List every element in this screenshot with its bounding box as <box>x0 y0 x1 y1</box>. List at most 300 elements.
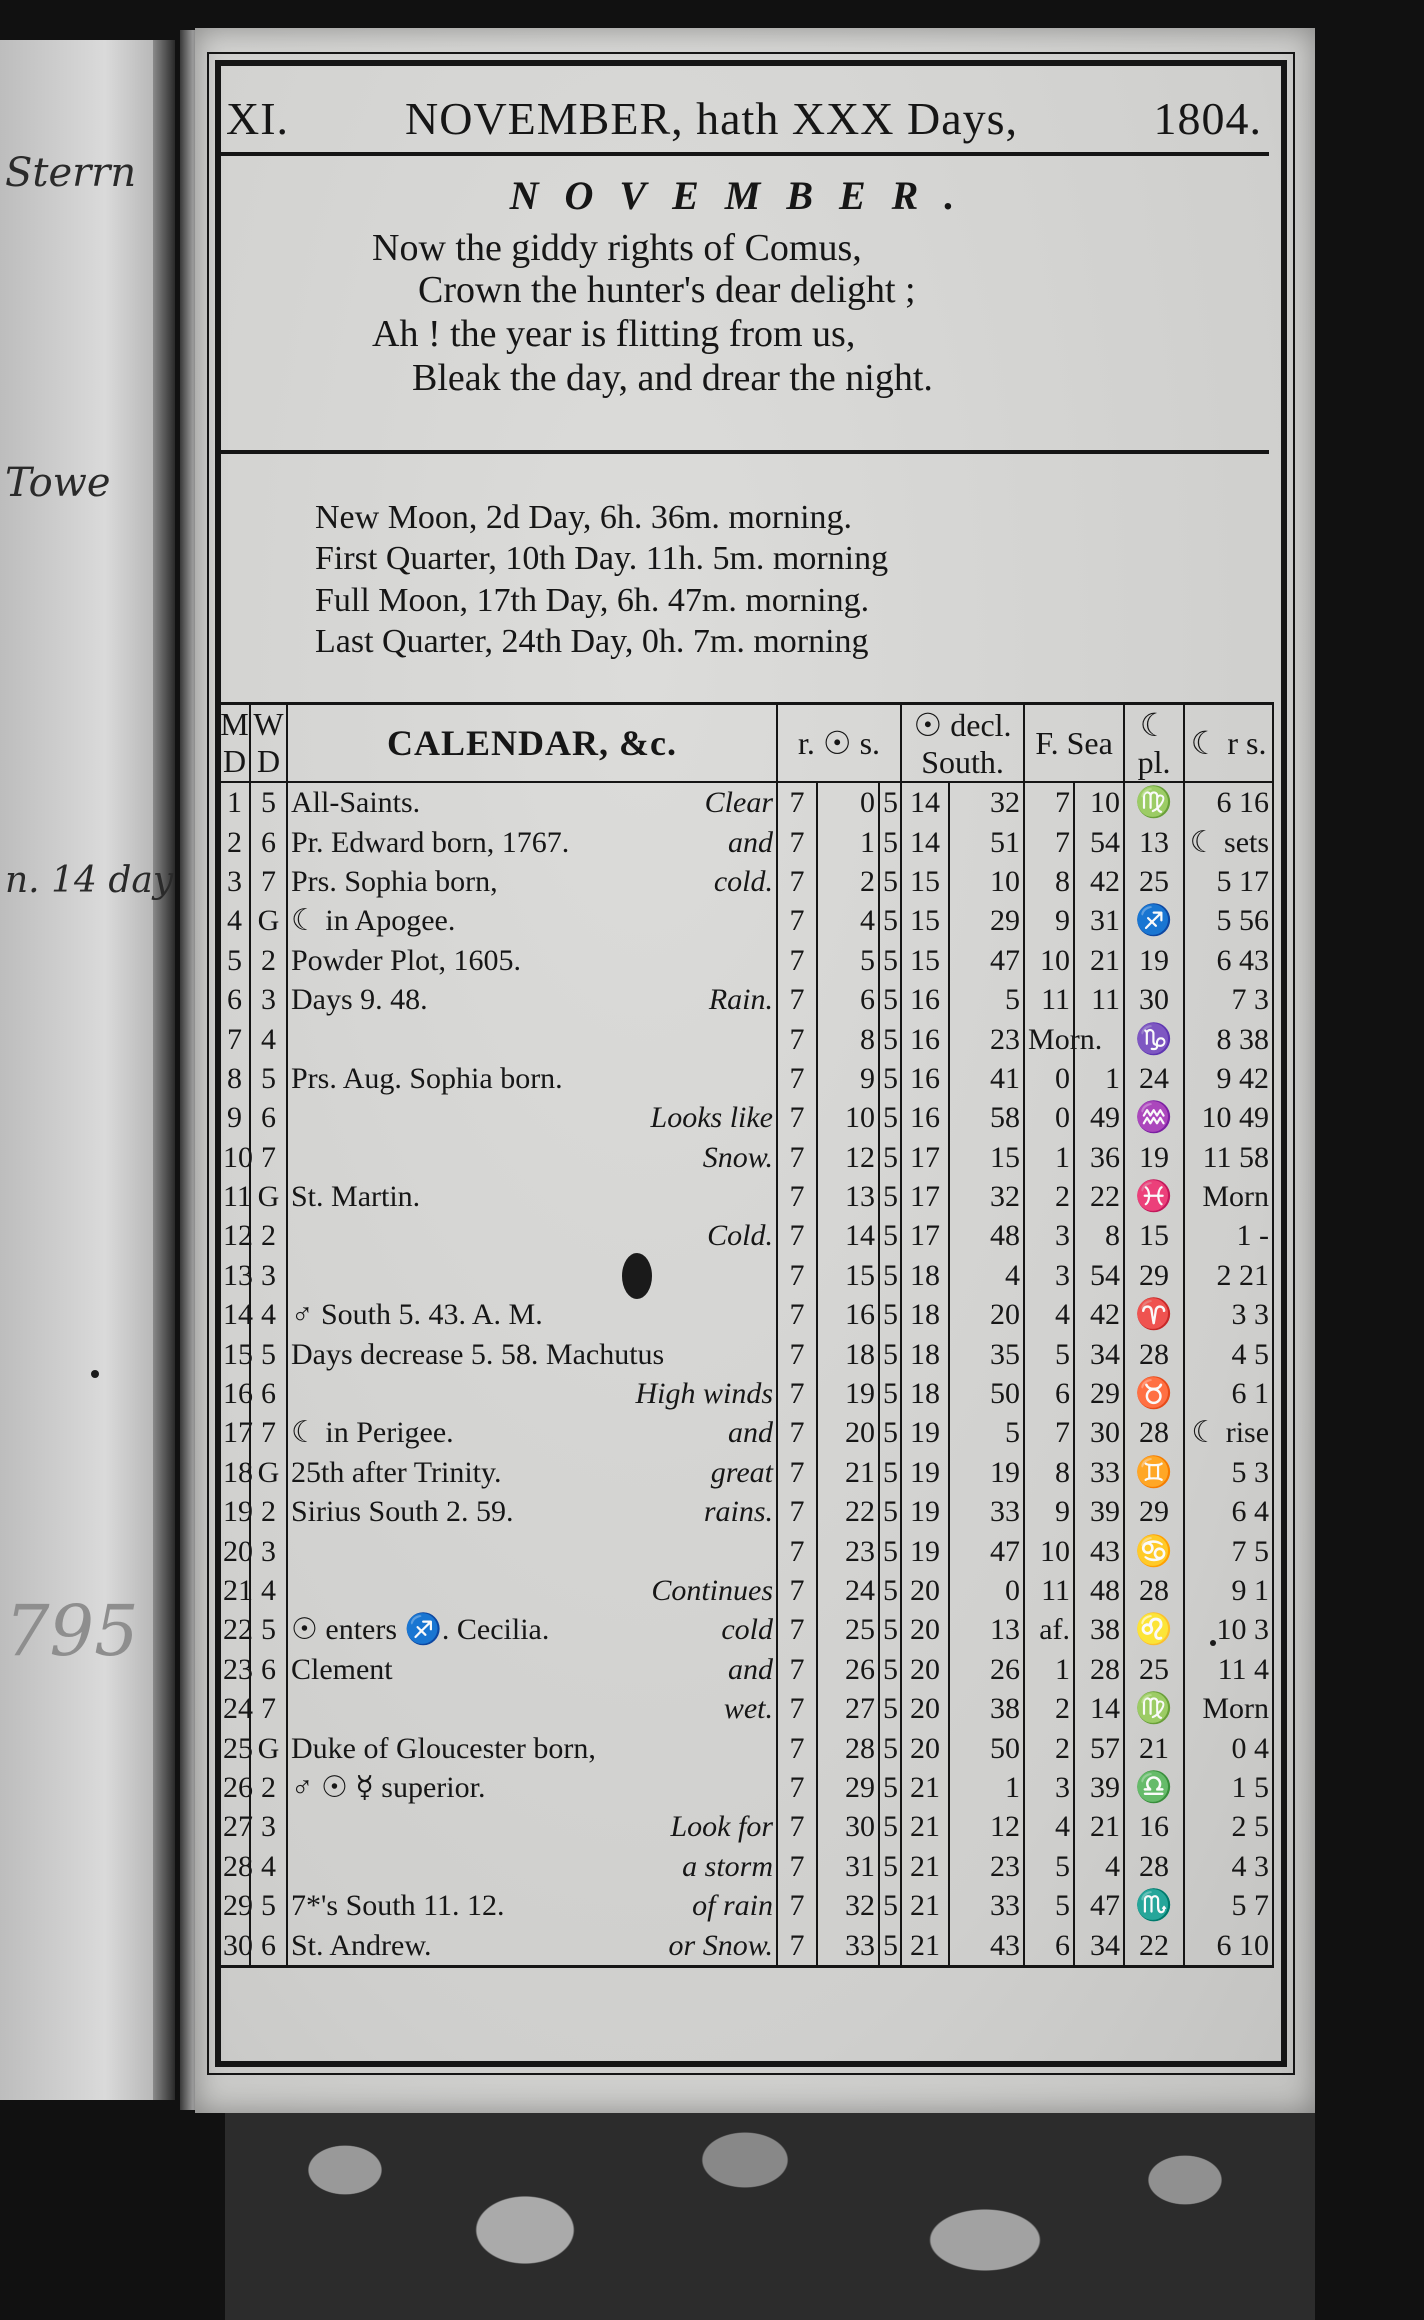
ink-blot <box>622 1253 652 1299</box>
declination-minutes: 47 <box>949 941 1024 980</box>
full-sea-minute: 4 <box>1074 1847 1124 1886</box>
declination-degrees: 21 <box>901 1847 949 1886</box>
moon-rise-set: 5 7 <box>1184 1886 1273 1925</box>
day-of-month: 25 <box>219 1728 250 1767</box>
declination-degrees: 17 <box>901 1216 949 1255</box>
sunrise-hour: 7 <box>777 1689 817 1728</box>
full-sea-hour: 2 <box>1024 1728 1074 1767</box>
weather-text: and <box>728 1652 773 1686</box>
table-row <box>219 1492 1273 1531</box>
declination-degrees: 18 <box>901 1334 949 1373</box>
table-row <box>219 1256 1273 1295</box>
sunset-hour: 5 <box>879 1689 901 1728</box>
weather-text: rains. <box>703 1495 773 1529</box>
sunrise-minute: 30 <box>817 1807 879 1846</box>
table-row <box>219 1374 1273 1413</box>
day-of-month: 24 <box>219 1689 250 1728</box>
calendar-body <box>219 782 1273 1966</box>
day-of-month: 11 <box>219 1177 250 1216</box>
declination-minutes: 23 <box>949 1847 1024 1886</box>
col-moon-place: ☾ pl. <box>1124 704 1184 783</box>
full-sea-minute: 30 <box>1074 1413 1124 1452</box>
day-of-month: 23 <box>219 1650 250 1689</box>
full-sea-hour: 7 <box>1024 782 1074 822</box>
moon-rise-set: 1 - <box>1184 1216 1273 1255</box>
moon-rise-set: ☾ rise <box>1184 1413 1273 1452</box>
declination-minutes: 19 <box>949 1453 1024 1492</box>
sunset-hour: 5 <box>879 1453 901 1492</box>
event-text: St. Martin. <box>291 1180 421 1214</box>
moon-place: ♐ <box>1124 901 1184 940</box>
declination-minutes: 1 <box>949 1768 1024 1807</box>
weather-text: and <box>728 825 773 859</box>
moon-rise-set: 1 5 <box>1184 1768 1273 1807</box>
day-of-month: 13 <box>219 1256 250 1295</box>
day-of-week: 6 <box>250 1925 287 1966</box>
full-sea-hour: 0 <box>1024 1098 1074 1137</box>
full-sea-minute: 34 <box>1074 1925 1124 1966</box>
table-header-row <box>219 704 1273 783</box>
day-of-week: G <box>250 1177 287 1216</box>
day-of-month: 7 <box>219 1019 250 1058</box>
day-of-week: 3 <box>250 1531 287 1570</box>
declination-minutes: 33 <box>949 1492 1024 1531</box>
full-sea-minute: 48 <box>1074 1571 1124 1610</box>
declination-degrees: 20 <box>901 1571 949 1610</box>
sunrise-minute: 18 <box>817 1334 879 1373</box>
declination-minutes: 58 <box>949 1098 1024 1137</box>
sunset-hour: 5 <box>879 901 901 940</box>
sunrise-minute: 6 <box>817 980 879 1019</box>
full-sea-hour: 9 <box>1024 1492 1074 1531</box>
declination-minutes: 5 <box>949 980 1024 1019</box>
day-of-week: 3 <box>250 1807 287 1846</box>
calendar-entry <box>287 1453 777 1492</box>
table-row <box>219 1650 1273 1689</box>
moon-phase-last-quarter: Last Quarter, 24th Day, 0h. 7m. morning <box>315 623 869 660</box>
sunrise-hour: 7 <box>777 980 817 1019</box>
declination-degrees: 20 <box>901 1689 949 1728</box>
declination-degrees: 20 <box>901 1610 949 1649</box>
calendar-entry <box>287 1768 777 1807</box>
calendar-entry <box>287 782 777 822</box>
sunrise-minute: 14 <box>817 1216 879 1255</box>
day-of-month: 6 <box>219 980 250 1019</box>
moon-rise-set: 5 56 <box>1184 901 1273 940</box>
event-text: Sirius South 2. 59. <box>291 1495 514 1529</box>
calendar-entry <box>287 980 777 1019</box>
calendar-entry <box>287 1650 777 1689</box>
moon-place: ♎ <box>1124 1768 1184 1807</box>
declination-minutes: 35 <box>949 1334 1024 1373</box>
moon-rise-set: 0 4 <box>1184 1728 1273 1767</box>
moon-rise-set: 4 5 <box>1184 1334 1273 1373</box>
sunrise-hour: 7 <box>777 1886 817 1925</box>
declination-degrees: 16 <box>901 980 949 1019</box>
declination-degrees: 19 <box>901 1492 949 1531</box>
calendar-entry <box>287 1728 777 1767</box>
moon-place: 28 <box>1124 1334 1184 1373</box>
event-text: Pr. Edward born, 1767. <box>291 825 570 859</box>
day-of-week: 5 <box>250 782 287 822</box>
calendar-entry <box>287 1531 777 1570</box>
calendar-entry <box>287 822 777 861</box>
calendar-entry <box>287 1256 777 1295</box>
full-sea-hour: 11 <box>1024 1571 1074 1610</box>
calendar-entry <box>287 1413 777 1452</box>
moon-place: 22 <box>1124 1925 1184 1966</box>
full-sea-minute: 54 <box>1074 1256 1124 1295</box>
table-row <box>219 980 1273 1019</box>
weather-text: and <box>728 1416 773 1450</box>
event-text: Days decrease 5. 58. Machutus <box>291 1337 665 1371</box>
sunrise-hour: 7 <box>777 1728 817 1767</box>
full-sea-minute: 31 <box>1074 901 1124 940</box>
full-sea-minute: 39 <box>1074 1492 1124 1531</box>
sunrise-hour: 7 <box>777 1098 817 1137</box>
moon-place: ♍ <box>1124 782 1184 822</box>
moon-rise-set: ☾ sets <box>1184 822 1273 861</box>
table-row <box>219 1059 1273 1098</box>
sunrise-minute: 29 <box>817 1768 879 1807</box>
weather-text: wet. <box>723 1692 773 1726</box>
sunrise-minute: 28 <box>817 1728 879 1767</box>
sunset-hour: 5 <box>879 1177 901 1216</box>
moon-place: 19 <box>1124 941 1184 980</box>
moon-rise-set: 5 3 <box>1184 1453 1273 1492</box>
moon-rise-set: 5 17 <box>1184 862 1273 901</box>
full-sea-hour: 0 <box>1024 1059 1074 1098</box>
moon-place: 16 <box>1124 1807 1184 1846</box>
weather-text: cold. <box>713 864 773 898</box>
calendar-entry <box>287 1098 777 1137</box>
sunset-hour: 5 <box>879 1847 901 1886</box>
declination-minutes: 50 <box>949 1374 1024 1413</box>
day-of-week: 7 <box>250 862 287 901</box>
day-of-week: 2 <box>250 1768 287 1807</box>
sunrise-minute: 15 <box>817 1256 879 1295</box>
sunset-hour: 5 <box>879 1492 901 1531</box>
table-row <box>219 901 1273 940</box>
moon-place: 25 <box>1124 862 1184 901</box>
moon-place: 24 <box>1124 1059 1184 1098</box>
declination-degrees: 14 <box>901 782 949 822</box>
moon-rise-set: 11 4 <box>1184 1650 1273 1689</box>
declination-minutes: 32 <box>949 1177 1024 1216</box>
day-of-week: 6 <box>250 822 287 861</box>
moon-place: ♒ <box>1124 1098 1184 1137</box>
day-of-month: 22 <box>219 1610 250 1649</box>
event-text: ♂ South 5. 43. A. M. <box>291 1298 543 1332</box>
full-sea-minute: 54 <box>1074 822 1124 861</box>
event-text: ☾ in Perigee. <box>291 1416 454 1450</box>
sunrise-hour: 7 <box>777 1256 817 1295</box>
full-sea-hour: 5 <box>1024 1847 1074 1886</box>
sunrise-minute: 23 <box>817 1531 879 1570</box>
sunrise-minute: 8 <box>817 1019 879 1058</box>
sunrise-hour: 7 <box>777 1295 817 1334</box>
day-of-month: 5 <box>219 941 250 980</box>
sunset-hour: 5 <box>879 1216 901 1255</box>
full-sea-minute: 14 <box>1074 1689 1124 1728</box>
day-of-week: 7 <box>250 1689 287 1728</box>
calendar-entry <box>287 862 777 901</box>
sunrise-minute: 1 <box>817 822 879 861</box>
weather-text: Looks like <box>650 1101 773 1135</box>
weather-text: Cold. <box>707 1219 773 1253</box>
day-of-week: 3 <box>250 1256 287 1295</box>
moon-rise-set: 6 10 <box>1184 1925 1273 1966</box>
full-sea-hour: 7 <box>1024 822 1074 861</box>
sunrise-minute: 31 <box>817 1847 879 1886</box>
sunrise-hour: 7 <box>777 1492 817 1531</box>
moon-place: 13 <box>1124 822 1184 861</box>
day-of-month: 9 <box>219 1098 250 1137</box>
event-text: Prs. Aug. Sophia born. <box>291 1061 563 1095</box>
declination-minutes: 29 <box>949 901 1024 940</box>
handwritten-note: 795 <box>5 1590 139 1672</box>
declination-degrees: 21 <box>901 1886 949 1925</box>
moon-phase-new: New Moon, 2d Day, 6h. 36m. morning. <box>315 499 853 536</box>
full-sea-hour: Morn. <box>1024 1019 1074 1058</box>
sunrise-hour: 7 <box>777 941 817 980</box>
full-sea-hour: 3 <box>1024 1768 1074 1807</box>
weather-text: Continues <box>651 1574 773 1607</box>
col-sun-rise-set: r. ☉ s. <box>777 704 901 783</box>
moon-rise-set: Morn <box>1184 1177 1273 1216</box>
day-of-week: 6 <box>250 1098 287 1137</box>
table-row <box>219 1610 1273 1649</box>
full-sea-hour: 3 <box>1024 1216 1074 1255</box>
table-row <box>219 1453 1273 1492</box>
day-of-month: 18 <box>219 1453 250 1492</box>
calendar-entry <box>287 1216 777 1255</box>
sunrise-hour: 7 <box>777 1571 817 1610</box>
calendar-entry <box>287 1059 777 1098</box>
sunset-hour: 5 <box>879 822 901 861</box>
moon-rise-set: 7 5 <box>1184 1531 1273 1570</box>
day-of-month: 29 <box>219 1886 250 1925</box>
event-text: ♂ ☉ ☿ superior. <box>291 1770 486 1804</box>
day-of-week: 7 <box>250 1413 287 1452</box>
day-of-week: 4 <box>250 1571 287 1610</box>
sunrise-minute: 13 <box>817 1177 879 1216</box>
weather-text: High winds <box>635 1377 773 1411</box>
declination-minutes: 26 <box>949 1650 1024 1689</box>
sunset-hour: 5 <box>879 1807 901 1846</box>
sunrise-minute: 25 <box>817 1610 879 1649</box>
full-sea-minute: 28 <box>1074 1650 1124 1689</box>
full-sea-hour: 1 <box>1024 1650 1074 1689</box>
weather-text: of rain <box>692 1889 773 1923</box>
page-header <box>220 92 1270 152</box>
moon-place: ♍ <box>1124 1689 1184 1728</box>
full-sea-minute: 11 <box>1074 980 1124 1019</box>
sunset-hour: 5 <box>879 1768 901 1807</box>
full-sea-hour: 8 <box>1024 1453 1074 1492</box>
table-row <box>219 941 1273 980</box>
table-row <box>219 862 1273 901</box>
declination-minutes: 41 <box>949 1059 1024 1098</box>
calendar-entry <box>287 1492 777 1531</box>
weather-text: Look for <box>670 1810 773 1844</box>
day-of-week: 3 <box>250 980 287 1019</box>
declination-degrees: 17 <box>901 1177 949 1216</box>
sunrise-hour: 7 <box>777 1374 817 1413</box>
sunset-hour: 5 <box>879 1019 901 1058</box>
sunrise-hour: 7 <box>777 862 817 901</box>
full-sea-hour: 4 <box>1024 1295 1074 1334</box>
calendar-entry <box>287 1019 777 1058</box>
table-row <box>219 1177 1273 1216</box>
day-of-month: 19 <box>219 1492 250 1531</box>
declination-degrees: 15 <box>901 901 949 940</box>
event-text: 7*'s South 11. 12. <box>291 1889 505 1923</box>
declination-degrees: 18 <box>901 1295 949 1334</box>
moon-place: ♌ <box>1124 1610 1184 1649</box>
col-month-day: M D <box>219 704 250 783</box>
col-sun-declination: ☉ decl. South. <box>901 704 1024 783</box>
declination-degrees: 14 <box>901 822 949 861</box>
full-sea-hour: 5 <box>1024 1886 1074 1925</box>
table-row <box>219 1768 1273 1807</box>
moon-place: 21 <box>1124 1728 1184 1767</box>
sunrise-hour: 7 <box>777 1650 817 1689</box>
calendar-entry <box>287 1334 777 1373</box>
sunrise-minute: 12 <box>817 1138 879 1177</box>
col-full-sea: F. Sea <box>1024 704 1124 783</box>
sunrise-minute: 24 <box>817 1571 879 1610</box>
sunrise-hour: 7 <box>777 1807 817 1846</box>
moon-rise-set: 11 58 <box>1184 1138 1273 1177</box>
sunset-hour: 5 <box>879 1571 901 1610</box>
full-sea-hour: 9 <box>1024 901 1074 940</box>
moon-place: ♓ <box>1124 1177 1184 1216</box>
sunset-hour: 5 <box>879 1728 901 1767</box>
day-of-month: 8 <box>219 1059 250 1098</box>
moon-rise-set: 6 16 <box>1184 782 1273 822</box>
moon-place: ♊ <box>1124 1453 1184 1492</box>
full-sea-hour: 6 <box>1024 1374 1074 1413</box>
weather-text: or Snow. <box>668 1928 773 1962</box>
event-text: All-Saints. <box>291 786 421 820</box>
full-sea-minute: 8 <box>1074 1216 1124 1255</box>
full-sea-minute: 1 <box>1074 1059 1124 1098</box>
table-row <box>219 1728 1273 1767</box>
day-of-week: 7 <box>250 1138 287 1177</box>
weather-text: great <box>710 1455 773 1489</box>
poem-line: Now the giddy rights of Comus, <box>372 227 862 269</box>
declination-degrees: 21 <box>901 1768 949 1807</box>
col-moon-rise-set: ☾ r s. <box>1184 704 1273 783</box>
event-text: Powder Plot, 1605. <box>291 943 522 977</box>
full-sea-minute: 49 <box>1074 1098 1124 1137</box>
day-of-week: 6 <box>250 1374 287 1413</box>
sunrise-hour: 7 <box>777 1059 817 1098</box>
declination-minutes: 33 <box>949 1886 1024 1925</box>
col-week-day: W D <box>250 704 287 783</box>
declination-degrees: 21 <box>901 1925 949 1966</box>
table-row <box>219 1886 1273 1925</box>
declination-degrees: 21 <box>901 1807 949 1846</box>
full-sea-hour: af. <box>1024 1610 1074 1649</box>
sunrise-hour: 7 <box>777 1768 817 1807</box>
full-sea-minute: 57 <box>1074 1728 1124 1767</box>
sunset-hour: 5 <box>879 1886 901 1925</box>
weather-text: Clear <box>704 786 773 820</box>
event-text: ☾ in Apogee. <box>291 904 456 938</box>
ink-speck <box>91 1370 99 1378</box>
header-rule <box>221 152 1269 156</box>
sunset-hour: 5 <box>879 1650 901 1689</box>
moon-rise-set: 4 3 <box>1184 1847 1273 1886</box>
declination-minutes: 20 <box>949 1295 1024 1334</box>
declination-minutes: 0 <box>949 1571 1024 1610</box>
day-of-month: 16 <box>219 1374 250 1413</box>
declination-degrees: 16 <box>901 1019 949 1058</box>
sunrise-hour: 7 <box>777 1925 817 1966</box>
moon-place: ♏ <box>1124 1886 1184 1925</box>
day-of-month: 30 <box>219 1925 250 1966</box>
full-sea-hour: 11 <box>1024 980 1074 1019</box>
sunset-hour: 5 <box>879 1138 901 1177</box>
calendar-entry <box>287 901 777 940</box>
moon-rise-set: 10 49 <box>1184 1098 1273 1137</box>
moon-place: 28 <box>1124 1413 1184 1452</box>
moon-place: 28 <box>1124 1571 1184 1610</box>
sunset-hour: 5 <box>879 941 901 980</box>
sunset-hour: 5 <box>879 1374 901 1413</box>
moon-place: 28 <box>1124 1847 1184 1886</box>
left-facing-page <box>0 40 175 2100</box>
day-of-week: 6 <box>250 1650 287 1689</box>
full-sea-minute: 43 <box>1074 1531 1124 1570</box>
declination-minutes: 5 <box>949 1413 1024 1452</box>
sunrise-minute: 32 <box>817 1886 879 1925</box>
moon-rise-set: 3 3 <box>1184 1295 1273 1334</box>
moon-rise-set: 6 4 <box>1184 1492 1273 1531</box>
moon-place: 30 <box>1124 980 1184 1019</box>
day-of-week: 4 <box>250 1019 287 1058</box>
table-row <box>219 1531 1273 1570</box>
day-of-month: 12 <box>219 1216 250 1255</box>
table-row <box>219 1847 1273 1886</box>
declination-degrees: 17 <box>901 1138 949 1177</box>
sunset-hour: 5 <box>879 1610 901 1649</box>
moon-place: 19 <box>1124 1138 1184 1177</box>
declination-minutes: 10 <box>949 862 1024 901</box>
sunrise-hour: 7 <box>777 901 817 940</box>
sunrise-minute: 22 <box>817 1492 879 1531</box>
table-row <box>219 1413 1273 1452</box>
day-of-week: 2 <box>250 1216 287 1255</box>
calendar-entry <box>287 1177 777 1216</box>
sunrise-hour: 7 <box>777 1610 817 1649</box>
day-of-month: 21 <box>219 1571 250 1610</box>
declination-minutes: 32 <box>949 782 1024 822</box>
calendar-entry <box>287 1571 777 1610</box>
sunrise-hour: 7 <box>777 1453 817 1492</box>
full-sea-hour: 4 <box>1024 1807 1074 1846</box>
weather-text: cold <box>721 1613 773 1647</box>
declination-degrees: 15 <box>901 862 949 901</box>
full-sea-minute: 21 <box>1074 941 1124 980</box>
year: 1804. <box>1153 93 1262 144</box>
sunrise-minute: 4 <box>817 901 879 940</box>
table-row <box>219 1098 1273 1137</box>
marbled-endpaper <box>225 2090 1315 2320</box>
calendar-table <box>218 702 1274 1968</box>
